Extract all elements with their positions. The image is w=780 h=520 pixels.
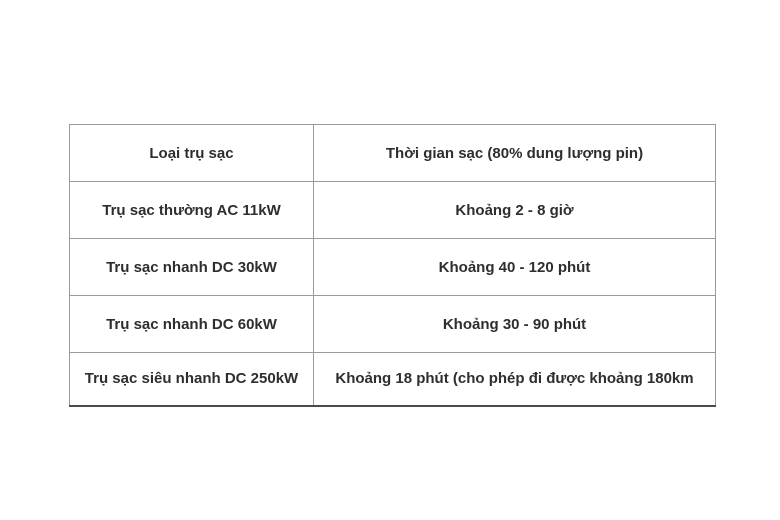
cell-charging-time: Khoảng 40 - 120 phút <box>314 239 716 296</box>
table-header-row <box>70 125 716 182</box>
charging-time-table <box>69 124 716 407</box>
cell-charger-type: Trụ sạc siêu nhanh DC 250kW <box>70 353 314 406</box>
header-charger-type: Loại trụ sạc <box>70 125 314 182</box>
cell-charger-type: Trụ sạc nhanh DC 30kW <box>70 239 314 296</box>
header-charging-time: Thời gian sạc (80% dung lượng pin) <box>314 125 716 182</box>
table-row <box>70 239 716 296</box>
table-row <box>70 296 716 353</box>
cell-charger-type: Trụ sạc thường AC 11kW <box>70 182 314 239</box>
cell-charger-type: Trụ sạc nhanh DC 60kW <box>70 296 314 353</box>
table-row <box>70 353 716 406</box>
charging-time-table-container <box>69 124 715 407</box>
cell-charging-time: Khoảng 30 - 90 phút <box>314 296 716 353</box>
cell-charging-time: Khoảng 2 - 8 giờ <box>314 182 716 239</box>
table-row <box>70 182 716 239</box>
cell-charging-time: Khoảng 18 phút (cho phép đi được khoảng 180km <box>314 353 716 406</box>
